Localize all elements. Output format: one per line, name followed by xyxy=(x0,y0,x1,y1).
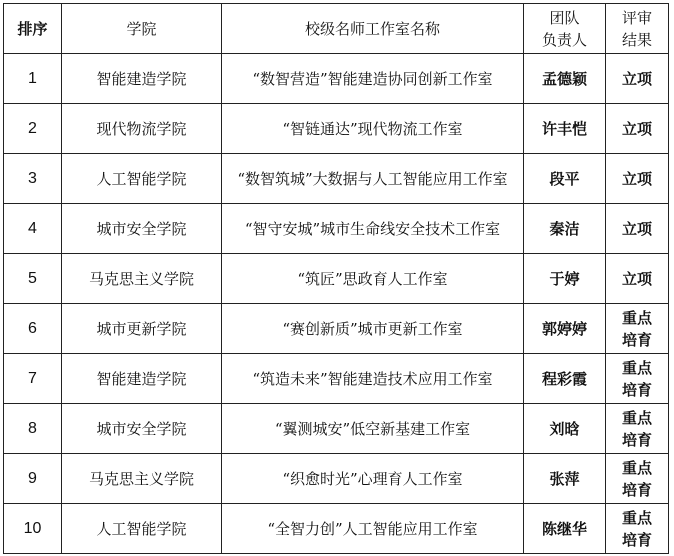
row-college: 马克思主义学院 xyxy=(62,254,222,304)
header-leader: 团队 负责人 xyxy=(524,4,606,54)
row-leader: 许丰恺 xyxy=(524,104,606,154)
row-result: 立项 xyxy=(606,104,669,154)
header-index: 排序 xyxy=(4,4,62,54)
table-row xyxy=(4,254,669,304)
row-index: 6 xyxy=(4,304,62,354)
row-college: 城市安全学院 xyxy=(62,204,222,254)
row-leader: 于婷 xyxy=(524,254,606,304)
row-leader: 张萍 xyxy=(524,454,606,504)
table-row xyxy=(4,104,669,154)
row-result: 重点 培育 xyxy=(606,454,669,504)
row-leader: 段平 xyxy=(524,154,606,204)
row-college: 人工智能学院 xyxy=(62,154,222,204)
row-studio-name: “数智筑城”大数据与人工智能应用工作室 xyxy=(222,154,524,204)
row-college: 城市更新学院 xyxy=(62,304,222,354)
header-row xyxy=(4,4,669,54)
row-index: 9 xyxy=(4,454,62,504)
row-studio-name: “筑匠”思政育人工作室 xyxy=(222,254,524,304)
row-college: 马克思主义学院 xyxy=(62,454,222,504)
header-college: 学院 xyxy=(62,4,222,54)
row-result: 重点 培育 xyxy=(606,304,669,354)
row-result: 立项 xyxy=(606,154,669,204)
row-index: 10 xyxy=(4,504,62,554)
row-result: 重点 培育 xyxy=(606,404,669,454)
row-result: 重点 培育 xyxy=(606,504,669,554)
row-college: 智能建造学院 xyxy=(62,354,222,404)
row-college: 人工智能学院 xyxy=(62,504,222,554)
table-row xyxy=(4,154,669,204)
row-leader: 郭婷婷 xyxy=(524,304,606,354)
studio-table-container xyxy=(3,3,669,554)
row-result: 立项 xyxy=(606,54,669,104)
header-result: 评审 结果 xyxy=(606,4,669,54)
row-index: 3 xyxy=(4,154,62,204)
table-row xyxy=(4,54,669,104)
header-studio: 校级名师工作室名称 xyxy=(222,4,524,54)
table-row xyxy=(4,204,669,254)
table-row xyxy=(4,354,669,404)
row-leader: 陈继华 xyxy=(524,504,606,554)
row-leader: 孟德颖 xyxy=(524,54,606,104)
row-leader: 程彩霞 xyxy=(524,354,606,404)
row-index: 5 xyxy=(4,254,62,304)
row-studio-name: “数智营造”智能建造协同创新工作室 xyxy=(222,54,524,104)
studio-table xyxy=(3,3,669,554)
row-result: 立项 xyxy=(606,204,669,254)
row-result: 重点 培育 xyxy=(606,354,669,404)
table-row xyxy=(4,304,669,354)
row-index: 8 xyxy=(4,404,62,454)
row-index: 4 xyxy=(4,204,62,254)
row-index: 1 xyxy=(4,54,62,104)
row-studio-name: “智链通达”现代物流工作室 xyxy=(222,104,524,154)
row-index: 2 xyxy=(4,104,62,154)
row-studio-name: “智守安城”城市生命线安全技术工作室 xyxy=(222,204,524,254)
row-result: 立项 xyxy=(606,254,669,304)
row-studio-name: “赛创新质”城市更新工作室 xyxy=(222,304,524,354)
row-college: 城市安全学院 xyxy=(62,404,222,454)
table-row xyxy=(4,504,669,554)
row-studio-name: “织愈时光”心理育人工作室 xyxy=(222,454,524,504)
row-studio-name: “筑造未来”智能建造技术应用工作室 xyxy=(222,354,524,404)
table-body xyxy=(4,54,669,554)
row-college: 智能建造学院 xyxy=(62,54,222,104)
table-row xyxy=(4,454,669,504)
row-leader: 刘晗 xyxy=(524,404,606,454)
row-index: 7 xyxy=(4,354,62,404)
row-leader: 秦洁 xyxy=(524,204,606,254)
row-college: 现代物流学院 xyxy=(62,104,222,154)
row-studio-name: “全智力创”人工智能应用工作室 xyxy=(222,504,524,554)
row-studio-name: “翼测城安”低空新基建工作室 xyxy=(222,404,524,454)
table-row xyxy=(4,404,669,454)
